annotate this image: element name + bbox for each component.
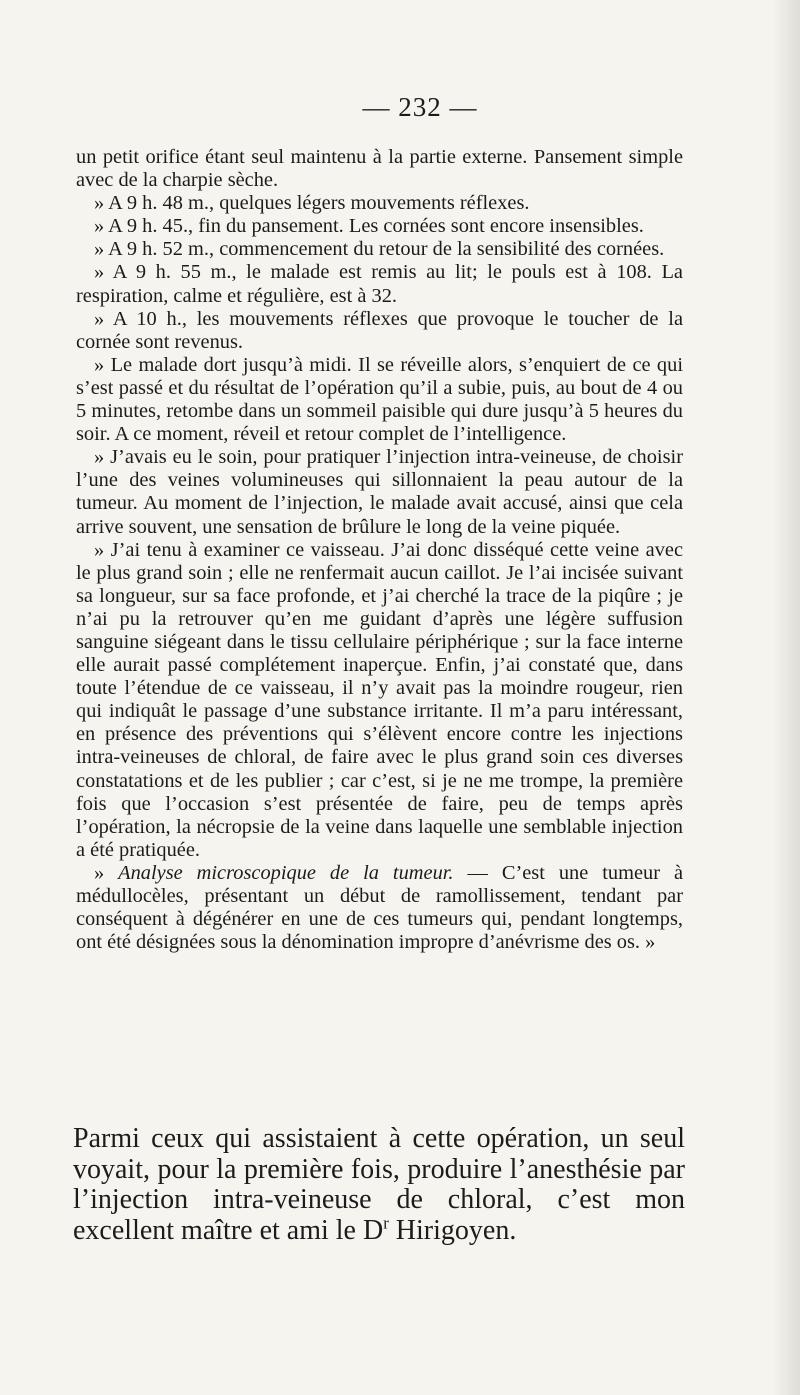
paragraph: » A 10 h., les mouvements réflexes que provoque le toucher de la cornée sont revenus. <box>76 307 683 353</box>
paragraph-analysis <box>76 862 683 954</box>
paragraph: un petit orifice étant seul maintenu à la partie externe. Pansement simple avec de la charpie sèche. <box>76 146 683 192</box>
paragraph: » A 9 h. 52 m., commencement du retour de la sensibilité des cornées. <box>94 238 665 261</box>
main-text: Parmi ceux qui assistaient à cette opération, un seul voyait, pour la première fois, produire l’anesthésie par l’injection intra-veineuse de chloral, c’est mon excellent maître et ami le D <box>73 1123 685 1246</box>
quote-mark: » <box>94 861 119 884</box>
main-text-end: Hirigoyen. <box>388 1214 517 1246</box>
superscript: r <box>383 1213 389 1233</box>
scan-shadow <box>772 0 800 1395</box>
paragraph: » J’ai tenu à examiner ce vaisseau. J’ai donc disséqué cette veine avec le plus grand soin ; elle ne renfermait aucun caillot. Je l’ai incisée suivant sa longueur, sur sa face profonde, et j’ai cherché la trace de la piqûre ; je n’ai pu la retrouver qu’en me guidant d’après une légère suffusion sanguine siégeant dans le tissu cellulaire périphérique ; sur la face interne elle aurait passé complétement inaperçue. Enfin, j’ai constaté que, dans toute l’étendue de ce vaisseau, il n’y avait pas la moindre rougeur, rien qui indiquât le passage d’une substance irritante. Il m’a paru intéressant, en présence des préventions qui s’élèvent encore contre les injections intra-veineuses de chloral, de faire avec le plus grand soin ces diverses constatations et de les publier ; car c’est, si je ne me trompe, la première fois que l’occasion s’est présentée de faire, peu de temps après l’opération, la nécropsie de la veine dans laquelle une semblable injection a été pratiquée. <box>76 538 683 861</box>
paragraph: » J’avais eu le soin, pour pratiquer l’injection intra-veineuse, de choisir l’une des veines volumineuses qui sillonnaient la peau autour de la tumeur. Au moment de l’injection, le malade avait accusé, ainsi que cela arrive souvent, une sensation de brûlure le long de la veine piquée. <box>76 446 683 538</box>
paragraph-text: — C’est une tumeur à médullocèles, présentant un début de ramollissement, tendant par conséquent à dégénérer en une de ces tumeurs qui, pendant longtemps, ont été désignées sous la dénomination impropre d’anévrisme des os. » <box>76 861 684 954</box>
quoted-observation <box>76 146 683 954</box>
section-heading-italic: Analyse microscopique de la tumeur. <box>118 861 454 884</box>
paragraph: » A 9 h. 45., fin du pansement. Les cornées sont encore insensibles. <box>94 215 644 238</box>
paragraph: » Le malade dort jusqu’à midi. Il se réveille alors, s’enquiert de ce qui s’est passé et du résultat de l’opération qu’il a subie, puis, au bout de 4 ou 5 minutes, retombe dans un sommeil paisible qui dure jusqu’à 5 heures du soir. A ce moment, réveil et retour complet de l’intelligence. <box>76 353 683 446</box>
paragraph: » A 9 h. 48 m., quelques légers mouvements réflexes. <box>94 192 530 215</box>
paragraph: » A 9 h. 55 m., le malade est remis au lit; le pouls est à 108. La respiration, calme et régulière, est à 32. <box>76 261 683 307</box>
main-paragraph <box>73 1124 685 1246</box>
page-number: — 232 — <box>362 92 478 122</box>
